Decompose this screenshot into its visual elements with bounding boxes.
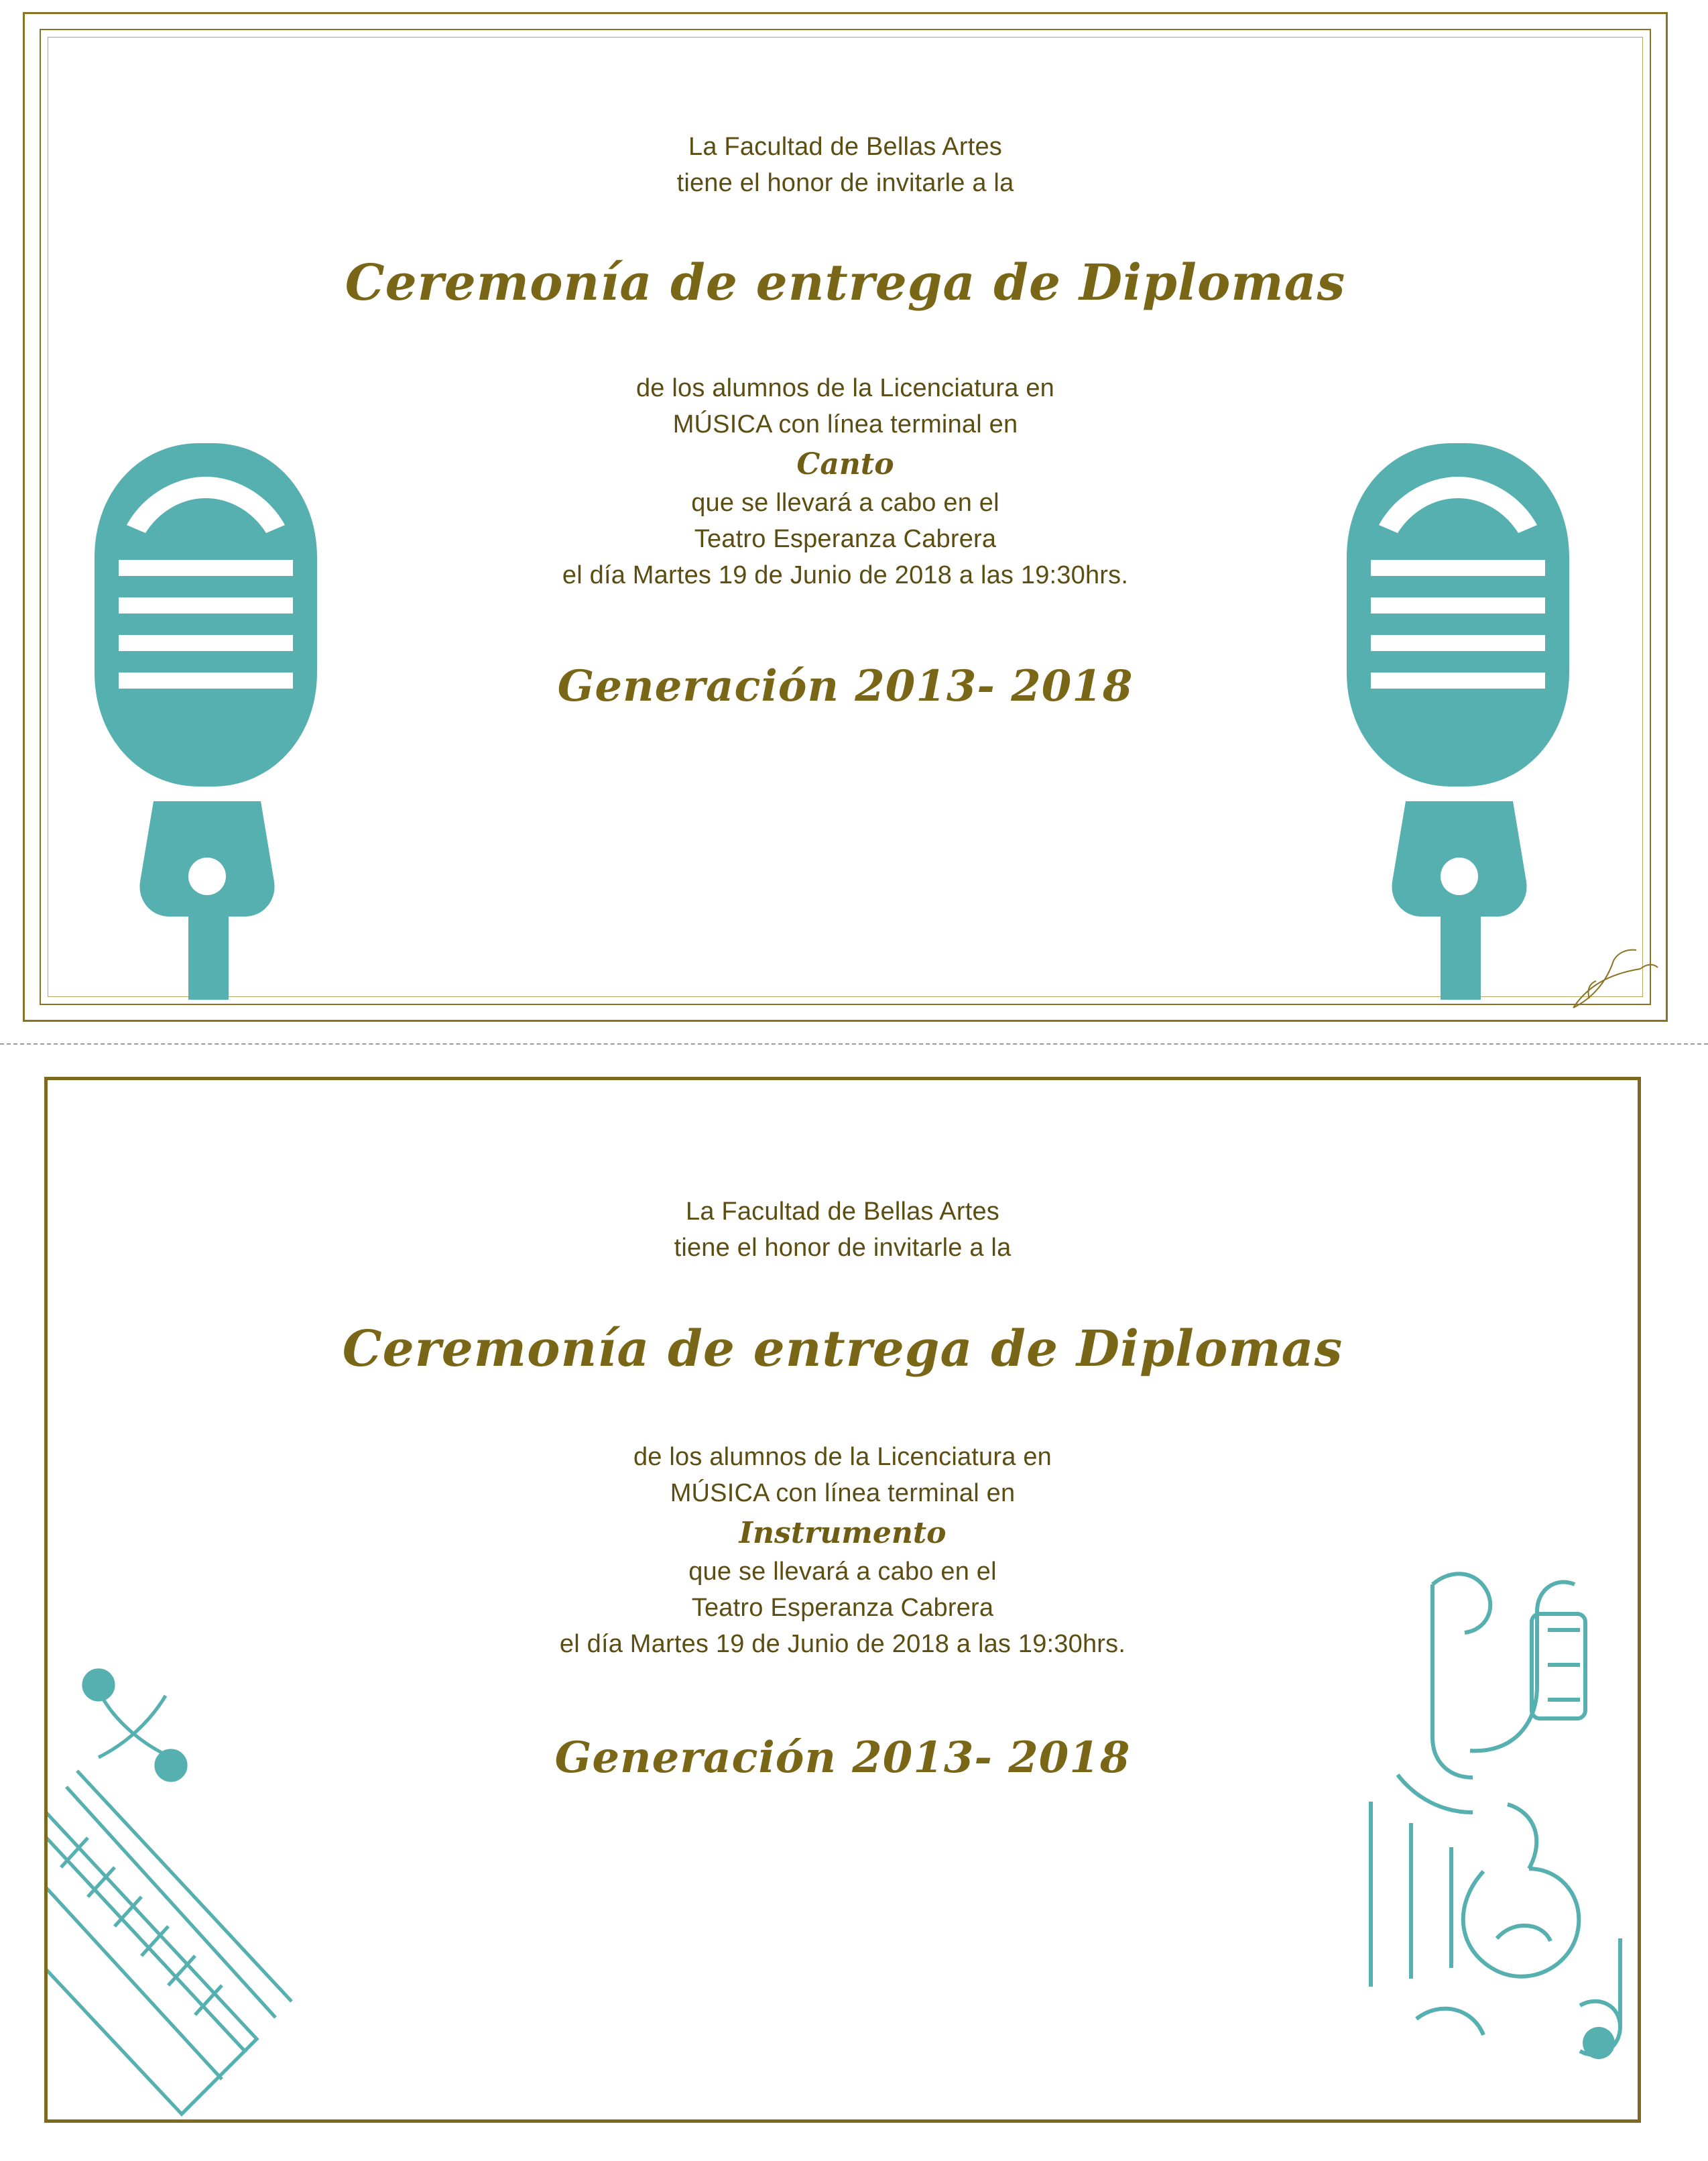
venue-name: Teatro Esperanza Cabrera — [691, 1593, 994, 1622]
card-canto-content — [25, 14, 1666, 711]
body-line-2: MÚSICA con línea terminal en — [670, 1478, 1016, 1507]
corner-flourish-icon — [1567, 934, 1660, 1014]
event-datetime: el día Martes 19 de Junio de 2018 a las 19:30hrs. — [562, 561, 1129, 589]
body-line-3: que se llevará a cabo en el — [691, 488, 999, 517]
institution-line-1: La Facultad de Bellas Artes — [688, 133, 1002, 161]
generation-label: Generación 2013- 2018 — [554, 1732, 1131, 1783]
invitation-card-canto — [23, 12, 1668, 1022]
specialty-name: Canto — [796, 447, 894, 481]
institution-line-1: La Facultad de Bellas Artes — [685, 1198, 999, 1226]
event-datetime: el día Martes 19 de Junio de 2018 a las 19:30hrs. — [559, 1629, 1126, 1658]
ceremony-title: Ceremonía de entrega de Diplomas — [345, 253, 1346, 312]
body-line-1: de los alumnos de la Licenciatura en — [635, 373, 1055, 402]
invitation-sheet — [0, 12, 1708, 2123]
institution-line-2: tiene el honor de invitarle a la — [676, 168, 1014, 197]
card-instrumento-content — [48, 1080, 1638, 1783]
body-line-1: de los alumnos de la Licenciatura en — [633, 1442, 1052, 1471]
institution-line-2: tiene el honor de invitarle a la — [674, 1233, 1012, 1262]
ceremony-title: Ceremonía de entrega de Diplomas — [342, 1320, 1343, 1378]
cut-line-divider — [0, 1043, 1708, 1045]
generation-label: Generación 2013- 2018 — [557, 660, 1134, 711]
body-line-3: que se llevará a cabo en el — [688, 1557, 997, 1586]
specialty-name: Instrumento — [739, 1515, 947, 1550]
invitation-card-instrumento — [44, 1077, 1641, 2123]
venue-name: Teatro Esperanza Cabrera — [694, 524, 997, 553]
body-line-2: MÚSICA con línea terminal en — [672, 410, 1018, 439]
